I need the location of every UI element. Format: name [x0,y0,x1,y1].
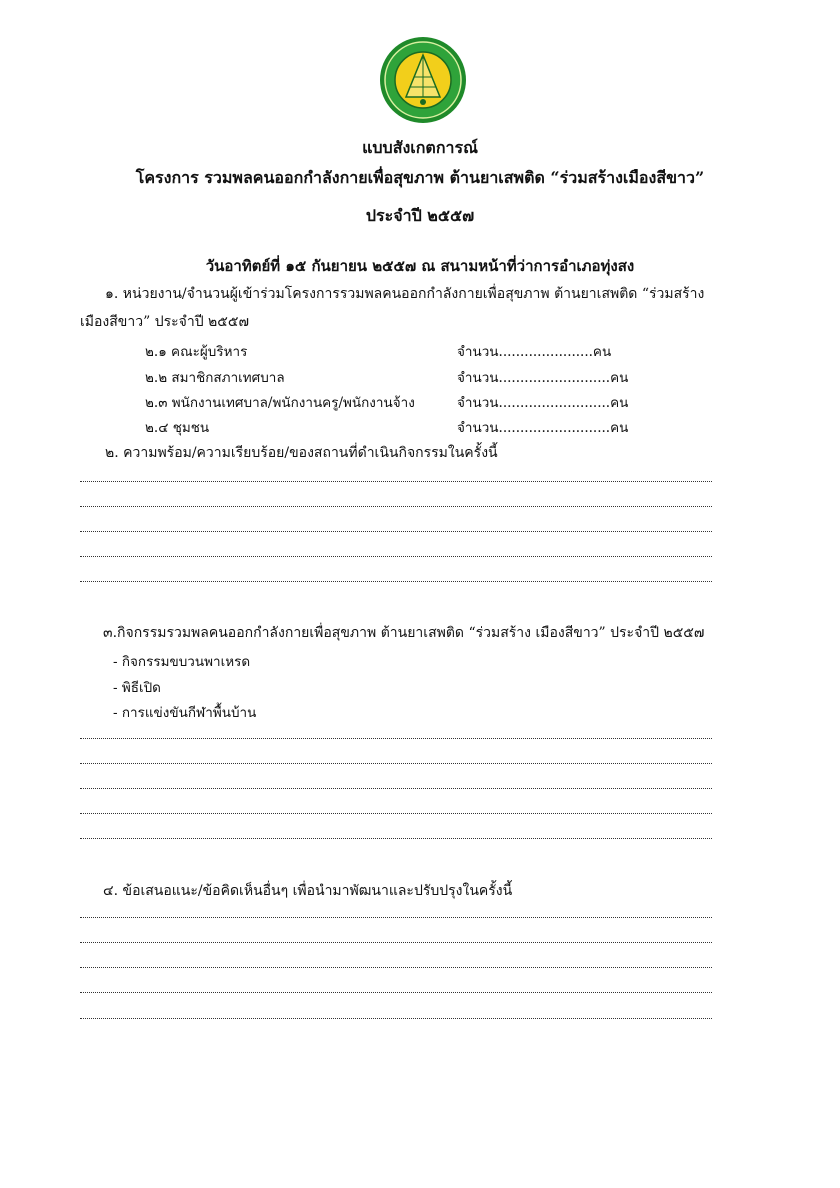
participant-count-field[interactable]: จำนวน..........................คน [457,420,629,436]
municipality-seal-icon [378,35,468,125]
participant-count-field[interactable]: จำนวน..........................คน [457,370,629,386]
answer-line[interactable] [80,763,712,764]
answer-line[interactable] [80,481,712,482]
question-3: ๓.กิจกรรมรวมพลคนออกกำลังกายเพื่อสุขภาพ ต้านยาเสพติด “ร่วมสร้าง เมืองสีขาว” ประจำปี ๒๕๕๗ [103,625,705,641]
form-title: แบบสังเกตการณ์ [362,138,478,157]
participant-group-label: ๒.๒ สมาชิกสภาเทศบาล [145,370,285,386]
participant-count-field[interactable]: จำนวน......................คน [457,344,612,360]
activity-item: - การแข่งขันกีฬาพื้นบ้าน [113,705,257,721]
question-1-line-1: ๑. หน่วยงาน/จำนวนผู้เข้าร่วมโครงการรวมพลคนออกกำลังกายเพื่อสุขภาพ ต้านยาเสพติด “ร่วมสร้าง [105,286,705,302]
answer-line[interactable] [80,531,712,532]
project-title: โครงการ รวมพลคนออกกำลังกายเพื่อสุขภาพ ต้านยาเสพติด “ร่วมสร้างเมืองสีขาว” [135,168,705,187]
participant-count-field[interactable]: จำนวน..........................คน [457,395,629,411]
answer-line[interactable] [80,788,712,789]
year-line: ประจำปี ๒๕๕๗ [365,206,475,225]
answer-line[interactable] [80,942,712,943]
participant-group-label: ๒.๓ พนักงานเทศบาล/พนักงานครู/พนักงานจ้าง [145,395,415,411]
answer-line[interactable] [80,506,712,507]
date-venue-line: วันอาทิตย์ที่ ๑๕ กันยายน ๒๕๕๗ ณ สนามหน้าที่ว่าการอำเภอทุ่งสง [205,257,635,275]
activity-item: - กิจกรรมขบวนพาเหรด [113,654,251,670]
answer-line[interactable] [80,967,712,968]
answer-line[interactable] [80,738,712,739]
answer-line[interactable] [80,917,712,918]
answer-line[interactable] [80,838,712,839]
participant-group-label: ๒.๑ คณะผู้บริหาร [145,344,248,360]
question-4: ๔. ข้อเสนอแนะ/ข้อคิดเห็นอื่นๆ เพื่อนำมาพัฒนาและปรับปรุงในครั้งนี้ [103,883,513,899]
activity-item: - พิธีเปิด [113,680,161,696]
answer-line[interactable] [80,581,712,582]
answer-line[interactable] [80,1018,712,1019]
question-1-line-2: เมืองสีขาว” ประจำปี ๒๕๕๗ [80,314,249,330]
question-2: ๒. ความพร้อม/ความเรียบร้อย/ของสถานที่ดำเนินกิจกรรมในครั้งนี้ [105,445,498,461]
answer-line[interactable] [80,556,712,557]
answer-line[interactable] [80,992,712,993]
participant-group-label: ๒.๔ ชุมชน [145,420,210,436]
answer-line[interactable] [80,813,712,814]
